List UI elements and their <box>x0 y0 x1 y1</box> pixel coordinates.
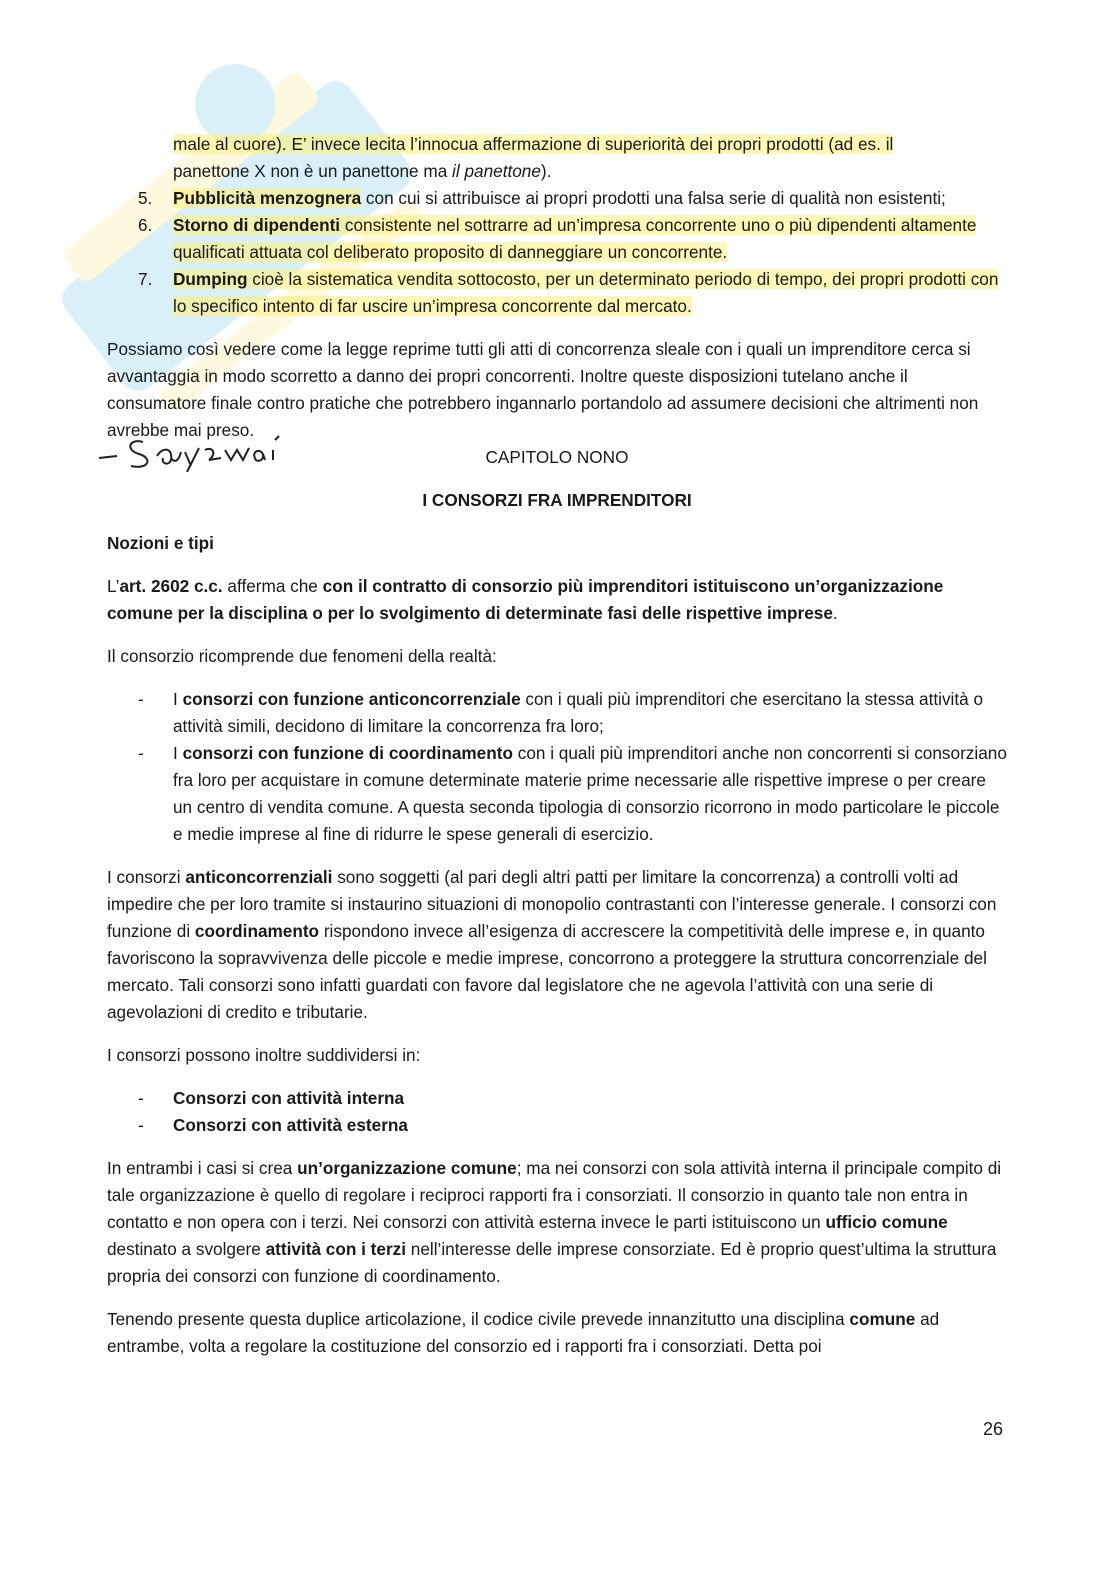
fenomeni-list <box>107 686 1007 848</box>
item-number: 5. <box>138 188 153 208</box>
bullet-dash: - <box>138 743 144 763</box>
tenendo-paragraph: Tenendo presente questa duplice articolazione, il codice civile prevede innanzitutto una disciplina comune ad entrambe, volta a regolare la costituzione del consorzio ed i rapporti fra i consorziati. Detta poi <box>107 1309 940 1356</box>
list-item <box>107 185 1007 212</box>
bullet-dash: - <box>138 689 144 709</box>
item-term: Dumping <box>173 269 248 289</box>
item-text: cioè la sistematica vendita sottocosto, per un determinato periodo di tempo, dei propri prodotti con lo specifico intento di far uscire un’impresa concorrente dal mercato. <box>173 269 999 316</box>
art-paragraph: L’art. 2602 c.c. afferma che con il contratto di consorzio più imprenditori istituiscono un’organizzazione comune per la disciplina o per lo svolgimento di determinate fasi delle rispettive imprese. <box>107 576 944 623</box>
tipi-list <box>107 1085 1007 1139</box>
intro-line1: male al cuore). E’ invece lecita l’innocua affermazione di superiorità dei propri prodotti (ad es. il <box>173 134 894 154</box>
fenomeni-intro: Il consorzio ricomprende due fenomeni della realtà: <box>107 646 497 666</box>
list-item: - I consorzi con funzione anticoncorrenziale con i quali più imprenditori che esercitano la stessa attività o attività simili, decidono di limitare la concorrenza fra loro; <box>107 686 1007 740</box>
bullet-dash: - <box>138 1115 144 1135</box>
entrambi-paragraph: In entrambi i casi si crea un’organizzazione comune; ma nei consorzi con sola attività interna il principale compito di tale organizzazione è quello di regolare i reciproci rapporti fra i consorziati. Il consorzio in quanto tale non entra in contatto e non opera con i terzi. Nei consorzi con attività esterna invece le parti istituiscono un ufficio comune destinato a svolgere attività con i terzi nell’interesse delle imprese consorziate. Ed è proprio quest’ultima la struttura propria dei consorzi con funzione di coordinamento. <box>107 1158 1002 1286</box>
item-number: 7. <box>138 269 153 289</box>
chapter-label: CAPITOLO NONO <box>485 447 629 467</box>
item-text: consistente nel sottrarre ad un’impresa concorrente uno o più dipendenti altamente qualificati attuata col deliberato proposito di danneggiare un concorrente. <box>173 215 977 262</box>
intro-continuation <box>107 131 1007 185</box>
closing-paragraph: Possiamo così vedere come la legge reprime tutti gli atti di concorrenza sleale con i quali un imprenditore cerca si avvantaggia in modo scorretto a danno dei propri concorrenti. Inoltre queste disposizioni tutelano anche il consumatore finale contro pratiche che potrebbero ingannarlo portandolo ad assumere decisioni che altrimenti non avrebbe mai preso. <box>107 339 979 440</box>
handwritten-signature <box>95 428 295 472</box>
anticoncorrenziali-paragraph: I consorzi anticoncorrenziali sono soggetti (al pari degli altri patti per limitare la concorrenza) a controlli volti ad impedire che per loro tramite si instaurino situazioni di monopolio contrastanti con l’interesse generale. I consorzi con funzione di coordinamento rispondono invece all’esigenza di accrescere la competitività delle imprese e, in quanto favoriscono la sopravvivenza delle piccole e medie imprese, concorrono a proteggere la struttura concorrenziale del mercato. Tali consorzi sono infatti guardati con favore dal legislatore che ne agevola l’attività con una serie di agevolazioni di credito e tributarie. <box>107 867 997 1022</box>
item-term: Storno di dipendenti <box>173 215 341 235</box>
list-item: - Consorzi con attività interna <box>107 1085 1007 1112</box>
item-text: con cui si attribuisce ai propri prodotti una falsa serie di qualità non esistenti; <box>361 188 946 208</box>
chapter-row <box>107 444 1007 471</box>
document-page <box>107 131 1007 1376</box>
item-term: Pubblicità menzognera <box>173 188 362 208</box>
list-item <box>107 266 1007 320</box>
chapter-title: I CONSORZI FRA IMPRENDITORI <box>422 490 692 510</box>
suddividersi-paragraph: I consorzi possono inoltre suddividersi in: <box>107 1045 421 1065</box>
section-heading: Nozioni e tipi <box>107 533 214 553</box>
list-item: - I consorzi con funzione di coordinamento con i quali più imprenditori anche non concorrenti si consorziano fra loro per acquistare in comune determinate materie prime necessarie alle rispettive imprese o per creare un centro di vendita comune. A questa seconda tipologia di consorzio ricorrono in modo particolare le piccole e medie imprese al fine di ridurre le spese generali di esercizio. <box>107 740 1007 848</box>
list-item <box>107 212 1007 266</box>
list-item: - Consorzi con attività esterna <box>107 1112 1007 1139</box>
numbered-list <box>107 185 1007 320</box>
intro-line2: panettone X non è un panettone ma il panettone). <box>173 161 552 181</box>
bullet-dash: - <box>138 1088 144 1108</box>
item-number: 6. <box>138 215 153 235</box>
page-number: 26 <box>982 1419 1003 1439</box>
